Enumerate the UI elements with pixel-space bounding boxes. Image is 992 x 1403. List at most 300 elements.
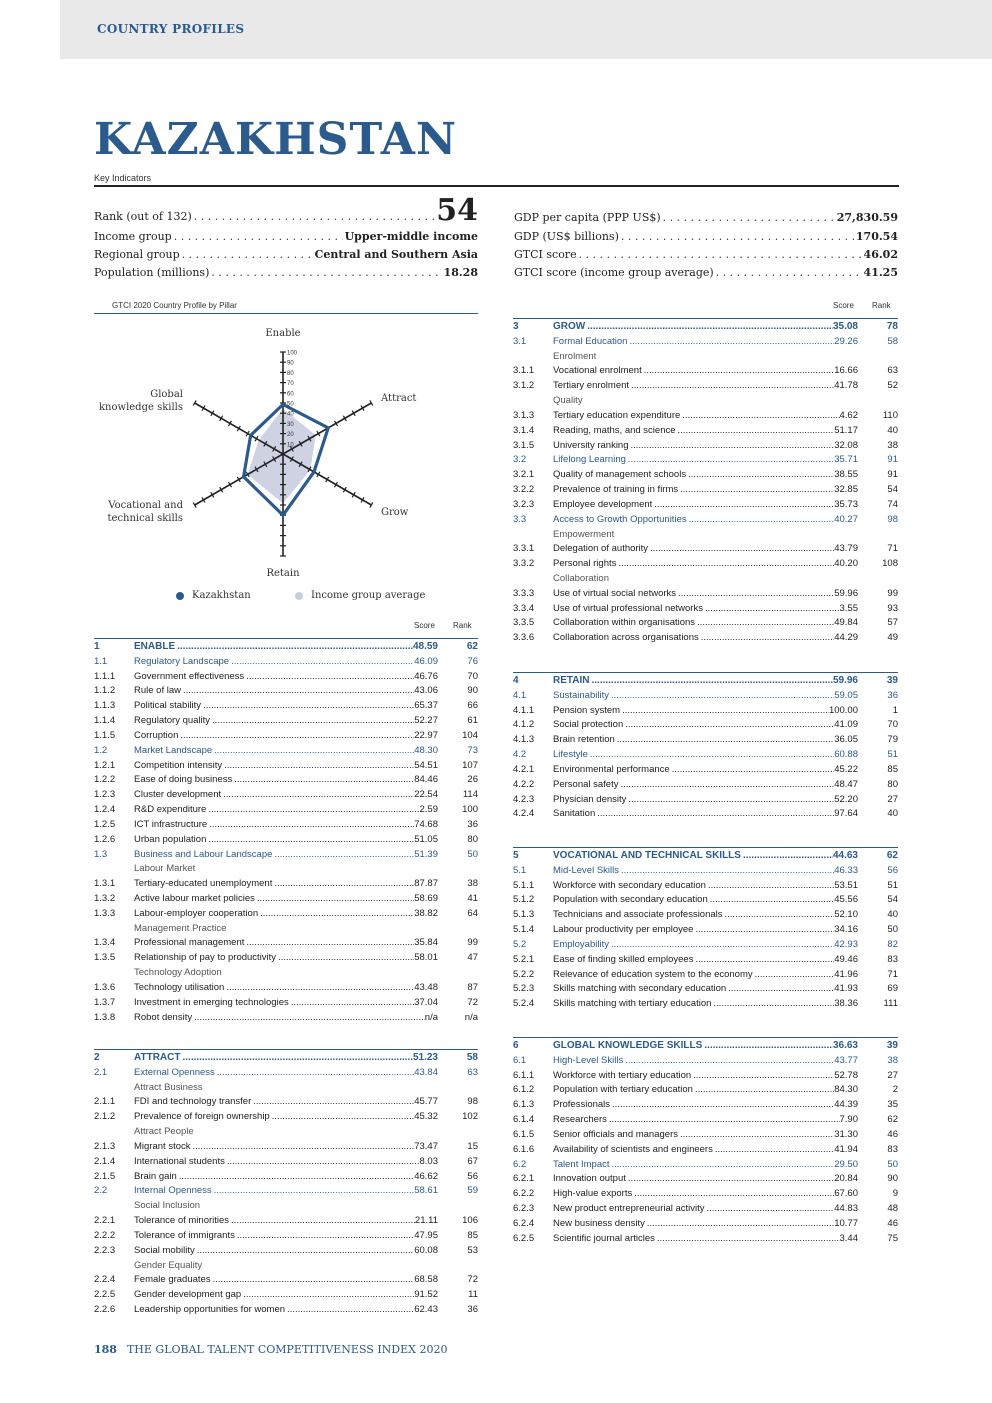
row-code: 6.1.3 — [513, 1099, 535, 1111]
row-score: 44.39 — [834, 1099, 858, 1111]
row-code: 5.1.1 — [513, 879, 535, 891]
row-name: Tolerance of immigrants — [134, 1229, 235, 1241]
legend-swatch — [295, 592, 303, 600]
row-rank: 85 — [467, 1229, 478, 1241]
leader-dots — [217, 1067, 414, 1078]
indicator-row — [513, 1112, 898, 1127]
row-rank: 87 — [467, 981, 478, 993]
row-name: Active labour market policies — [134, 892, 255, 904]
key-indicators-label: Key Indicators — [94, 173, 152, 183]
row-code: 1.2.2 — [94, 774, 116, 786]
sub-pillar-row — [513, 688, 898, 703]
row-code: 5.1.3 — [513, 909, 535, 921]
row-name: Tertiary enrolment — [553, 380, 630, 392]
row-code: 2.1.5 — [94, 1170, 116, 1182]
indicator-row — [94, 1109, 478, 1124]
ki-population: Population (millions) . . . 18.28 — [94, 266, 478, 284]
page-footer — [94, 1343, 447, 1356]
row-score: 52.20 — [834, 793, 858, 805]
row-code: 1.3.4 — [94, 937, 116, 949]
indicator-row — [94, 1228, 478, 1243]
leader-dots — [214, 745, 414, 756]
indicator-row — [513, 438, 898, 453]
row-score: 38.36 — [834, 998, 858, 1010]
leader-dots — [197, 1245, 415, 1256]
leader-dots — [634, 1188, 834, 1199]
row-rank: 80 — [467, 833, 478, 845]
row-rank: 91 — [887, 454, 898, 466]
leader-dots — [193, 1141, 415, 1152]
row-rank: 61 — [467, 715, 478, 727]
indicator-row — [513, 541, 898, 556]
indicator-row — [513, 630, 898, 645]
row-code: 1.3.6 — [94, 981, 116, 993]
row-code: 2.1 — [94, 1066, 108, 1078]
sub-pillar-row — [94, 743, 478, 758]
row-score: 49.84 — [834, 617, 858, 629]
leader-dots — [755, 969, 835, 980]
row-name: Mid-Level Skills — [553, 864, 619, 876]
row-score: 43.48 — [414, 981, 438, 993]
row-name: High-value exports — [553, 1188, 633, 1200]
leader-dots — [678, 588, 834, 599]
axis-label: knowledge skills — [98, 402, 183, 413]
row-rank: 104 — [462, 729, 478, 741]
tick-label: 40 — [287, 411, 294, 418]
leader-dots — [597, 808, 834, 819]
leader-dots — [212, 715, 414, 726]
row-rank: 50 — [467, 848, 478, 860]
leader-dots — [587, 321, 833, 332]
row-rank: 46 — [887, 1128, 898, 1140]
leader-dots — [631, 440, 835, 451]
indicator-row — [513, 878, 898, 893]
row-score: 41.94 — [834, 1143, 858, 1155]
row-name: Population with secondary education — [553, 894, 708, 906]
row-code: 6.2.2 — [513, 1188, 535, 1200]
row-rank: 47 — [467, 952, 478, 964]
row-score: 35.08 — [832, 320, 858, 332]
row-score: 29.26 — [834, 335, 858, 347]
row-name: Sustainability — [553, 689, 609, 701]
indicator-row — [94, 832, 478, 847]
row-score: 3.55 — [839, 602, 858, 614]
leader-dots — [625, 1055, 834, 1066]
indicator-row — [94, 1010, 478, 1025]
row-code: 3.2.3 — [513, 498, 535, 510]
indicator-row — [513, 792, 898, 807]
leader-dots — [650, 543, 834, 554]
row-rank: 36 — [467, 1303, 478, 1315]
row-score: 51.23 — [412, 1051, 438, 1063]
leader-dots — [689, 514, 835, 525]
leader-dots — [612, 1159, 835, 1170]
indicator-row — [513, 423, 898, 438]
row-name: ICT infrastructure — [134, 818, 208, 830]
row-score: 91.52 — [414, 1289, 438, 1301]
row-code: 6 — [513, 1039, 519, 1051]
chart-rule — [94, 313, 478, 314]
sub-pillar-row — [513, 1053, 898, 1068]
sub-pillar-row — [513, 1157, 898, 1172]
leader-dots — [704, 1040, 833, 1051]
tick-label: 20 — [287, 432, 294, 439]
row-name: Scientific journal articles — [553, 1232, 655, 1244]
row-name: Tertiary education expenditure — [553, 409, 681, 421]
row-rank: 62 — [887, 1114, 898, 1126]
row-rank: 2 — [892, 1084, 898, 1096]
row-name: Government effectiveness — [134, 670, 245, 682]
row-name: Use of virtual professional networks — [553, 602, 703, 614]
row-code: 6.2.3 — [513, 1203, 535, 1215]
indicator-row — [94, 758, 478, 773]
row-code: 4.2 — [513, 749, 527, 761]
row-rank: 38 — [467, 878, 478, 890]
row-code: 2.1.3 — [94, 1140, 116, 1152]
row-score: 42.93 — [834, 938, 858, 950]
page-header-band — [60, 0, 992, 59]
indicator-row — [513, 1171, 898, 1186]
score-header-left: Score — [414, 621, 435, 630]
row-code: 3.3.2 — [513, 558, 535, 570]
group-label-row — [513, 527, 898, 542]
indicator-row — [513, 1186, 898, 1201]
row-code: 3.1 — [513, 335, 527, 347]
axis-label: Vocational and — [108, 500, 183, 511]
score-header-right: Score — [833, 301, 854, 310]
row-rank: 71 — [887, 968, 898, 980]
leader-dots — [701, 632, 834, 643]
leader-dots — [209, 819, 414, 830]
leader-dots — [590, 749, 834, 760]
row-rank: 51 — [887, 749, 898, 761]
row-score: 40.27 — [834, 513, 858, 525]
row-code: 1.2.5 — [94, 818, 116, 830]
row-name: Urban population — [134, 833, 207, 845]
indicator-row — [513, 806, 898, 821]
row-score: 58.01 — [414, 952, 438, 964]
indicator-row — [513, 601, 898, 616]
row-code: 4.1.3 — [513, 734, 535, 746]
row-code: 5.2 — [513, 938, 527, 950]
row-name: Researchers — [553, 1114, 607, 1126]
leader-dots — [203, 700, 414, 711]
row-code: 1 — [94, 640, 100, 652]
row-score: 3.44 — [839, 1232, 858, 1244]
row-code: 4.2.1 — [513, 763, 535, 775]
row-name: University ranking — [553, 439, 629, 451]
row-rank: 71 — [887, 543, 898, 555]
row-name: Regulatory quality — [134, 715, 211, 727]
group-label-row — [94, 1080, 478, 1095]
row-code: 3 — [513, 320, 519, 332]
ki-gdp: GDP (US$ billions) . . . 170.54 — [514, 230, 898, 248]
ki-gtci-income-avg: GTCI score (income group average) . . . 41.25 — [514, 266, 898, 284]
row-score: 51.17 — [834, 424, 858, 436]
row-code: 3.1.1 — [513, 365, 535, 377]
indicator-row — [513, 482, 898, 497]
tick-label: 80 — [287, 370, 294, 377]
leader-dots — [611, 690, 834, 701]
row-score: 36.63 — [832, 1039, 858, 1051]
pillar-row — [513, 319, 898, 334]
leader-dots — [625, 719, 834, 730]
row-name: Regulatory Landscape — [134, 655, 230, 667]
row-rank: 56 — [887, 864, 898, 876]
row-name: Labour-employer cooperation — [134, 907, 259, 919]
row-score: 48.59 — [412, 640, 438, 652]
sub-pillar-row — [94, 1065, 478, 1080]
leader-dots — [708, 880, 834, 891]
leader-dots — [743, 850, 833, 861]
row-score: 59.96 — [832, 674, 858, 686]
leader-dots — [226, 982, 414, 993]
row-rank: 40 — [887, 909, 898, 921]
rank-header-right: Rank — [872, 301, 891, 310]
ki-income-group: Income group . . . Upper-middle income — [94, 230, 478, 248]
sub-pillar-row — [94, 1183, 478, 1198]
leader-dots — [224, 760, 414, 771]
row-rank: 80 — [887, 778, 898, 790]
leader-dots — [631, 380, 834, 391]
leader-dots — [697, 617, 834, 628]
indicator-row — [513, 907, 898, 922]
indicator-row — [94, 906, 478, 921]
indicator-row — [94, 1213, 478, 1228]
row-score: 100.00 — [828, 704, 858, 716]
row-score: 43.84 — [414, 1066, 438, 1078]
row-code: 6.2.4 — [513, 1217, 535, 1229]
row-rank: 66 — [467, 700, 478, 712]
leader-dots — [628, 1173, 834, 1184]
row-score: 45.22 — [834, 763, 858, 775]
row-code: 1.1 — [94, 655, 108, 667]
row-name: Investment in emerging technologies — [134, 996, 289, 1008]
leader-dots — [179, 1171, 414, 1182]
indicator-row — [513, 1231, 898, 1246]
row-score: 74.68 — [414, 818, 438, 830]
indicator-row — [513, 378, 898, 393]
row-name: Personal safety — [553, 778, 619, 790]
row-score: 22.97 — [414, 729, 438, 741]
pillar-section-attract — [94, 1049, 478, 1317]
row-rank: 54 — [887, 484, 898, 496]
row-code: 1.2 — [94, 744, 108, 756]
indicator-row — [513, 616, 898, 631]
row-code: 2.1.4 — [94, 1155, 116, 1167]
row-score: 51.05 — [414, 833, 438, 845]
leader-dots — [725, 909, 835, 920]
sub-pillar-row — [513, 334, 898, 349]
row-rank: 90 — [467, 685, 478, 697]
leader-dots — [617, 734, 834, 745]
indicator-row — [94, 728, 478, 743]
row-code: 1.3.8 — [94, 1011, 116, 1023]
row-code: 4.2.3 — [513, 793, 535, 805]
row-rank: 79 — [887, 734, 898, 746]
sub-pillar-row — [513, 937, 898, 952]
row-rank: 56 — [467, 1170, 478, 1182]
row-score: 53.51 — [834, 879, 858, 891]
row-name: Collaboration — [553, 572, 609, 584]
indicator-row — [513, 981, 898, 996]
row-rank: 76 — [467, 655, 478, 667]
row-code: 3.2 — [513, 454, 527, 466]
row-code: 1.1.5 — [94, 729, 116, 741]
row-code: 5.2.1 — [513, 953, 535, 965]
row-score: 44.83 — [834, 1203, 858, 1215]
row-rank: 91 — [887, 469, 898, 481]
row-score: 35.71 — [834, 454, 858, 466]
row-name: Physician density — [553, 793, 627, 805]
row-score: 84.46 — [414, 774, 438, 786]
indicator-row — [94, 1139, 478, 1154]
row-name: Professional management — [134, 937, 245, 949]
row-name: VOCATIONAL AND TECHNICAL SKILLS — [553, 849, 741, 861]
row-rank: 36 — [887, 689, 898, 701]
row-code: 4.1.1 — [513, 704, 535, 716]
legend-income-group: Income group average — [295, 590, 425, 601]
leader-dots — [628, 794, 834, 805]
indicator-row — [513, 762, 898, 777]
tick-label: 100 — [287, 350, 298, 357]
row-score: 41.96 — [834, 968, 858, 980]
pillar-section-grow — [513, 318, 898, 645]
row-code: 3.1.5 — [513, 439, 535, 451]
leader-dots — [180, 730, 414, 741]
leader-dots — [194, 1012, 425, 1023]
axis-label: Enable — [265, 328, 301, 339]
row-code: 5.2.4 — [513, 998, 535, 1010]
row-code: 1.3 — [94, 848, 108, 860]
row-score: 49.46 — [834, 953, 858, 965]
row-code: 2.2.6 — [94, 1303, 116, 1315]
row-name: Tolerance of minorities — [134, 1215, 230, 1227]
leader-dots — [227, 1156, 420, 1167]
leader-dots — [657, 1233, 840, 1244]
row-name: Technicians and associate professionals — [553, 909, 723, 921]
row-score: 41.09 — [834, 719, 858, 731]
indicator-row — [94, 1154, 478, 1169]
row-score: 36.05 — [834, 734, 858, 746]
sub-pillar-row — [513, 512, 898, 527]
row-score: 87.87 — [414, 878, 438, 890]
tick-label: 30 — [287, 421, 294, 428]
section-label: COUNTRY PROFILES — [97, 22, 245, 36]
row-rank: 50 — [887, 924, 898, 936]
row-name: Formal Education — [553, 335, 628, 347]
row-rank: 50 — [887, 1158, 898, 1170]
leader-dots — [644, 365, 834, 376]
row-name: Collaboration across organisations — [553, 632, 699, 644]
publication-title: THE GLOBAL TALENT COMPETITIVENESS INDEX 2020 — [126, 1343, 448, 1356]
leader-dots — [246, 671, 414, 682]
row-name: Workforce with tertiary education — [553, 1069, 692, 1081]
row-name: Access to Growth Opportunities — [553, 513, 687, 525]
row-rank: 70 — [467, 670, 478, 682]
rank-header-left: Rank — [453, 621, 472, 630]
row-rank: 39 — [886, 674, 898, 686]
leader-dots — [182, 1052, 412, 1063]
row-name: Enrolment — [553, 350, 597, 362]
row-name: External Openness — [134, 1066, 215, 1078]
row-rank: 51 — [887, 879, 898, 891]
row-name: Ease of doing business — [134, 774, 233, 786]
row-score: 84.30 — [834, 1084, 858, 1096]
row-score: 45.56 — [834, 894, 858, 906]
row-name: Use of virtual social networks — [553, 587, 677, 599]
row-score: 35.84 — [414, 937, 438, 949]
leader-dots — [591, 675, 832, 686]
row-name: Management Practice — [134, 922, 227, 934]
row-name: Attract Business — [134, 1081, 203, 1093]
row-score: 38.82 — [414, 907, 438, 919]
row-name: Vocational enrolment — [553, 365, 642, 377]
axis-label: technical skills — [107, 513, 183, 524]
pillar-section-retain — [513, 672, 898, 821]
row-name: Gender Equality — [134, 1259, 203, 1271]
row-rank: 93 — [887, 602, 898, 614]
leader-dots — [177, 641, 413, 652]
row-code: 1.1.3 — [94, 700, 116, 712]
pillar-section-vocational — [513, 847, 898, 1011]
row-rank: 54 — [887, 894, 898, 906]
indicator-row — [513, 1216, 898, 1231]
row-score: 10.77 — [834, 1217, 858, 1229]
row-code: 6.2.5 — [513, 1232, 535, 1244]
row-code: 6.1.2 — [513, 1084, 535, 1096]
leader-dots — [695, 954, 834, 965]
row-rank: 110 — [882, 409, 898, 421]
leader-dots — [231, 1215, 415, 1226]
leader-dots — [713, 998, 834, 1009]
row-code: 1.1.4 — [94, 715, 116, 727]
row-name: Collaboration within organisations — [553, 617, 696, 629]
indicator-row — [94, 891, 478, 906]
row-name: Employability — [553, 938, 609, 950]
group-label-row — [94, 861, 478, 876]
row-name: GLOBAL KNOWLEDGE SKILLS — [553, 1039, 703, 1051]
indicator-row — [513, 586, 898, 601]
group-label-row — [513, 349, 898, 364]
row-name: Empowerment — [553, 528, 615, 540]
leader-dots — [693, 1070, 834, 1081]
row-score: 67.60 — [834, 1188, 858, 1200]
row-rank: 9 — [892, 1188, 898, 1200]
indicator-row — [513, 732, 898, 747]
pillar-row — [513, 673, 898, 688]
leader-dots — [272, 1111, 415, 1122]
row-code: 3.2.2 — [513, 484, 535, 496]
row-name: Population with tertiary education — [553, 1084, 693, 1096]
row-code: 4.2.4 — [513, 808, 535, 820]
row-name: ATTRACT — [134, 1051, 181, 1063]
row-score: 45.77 — [414, 1096, 438, 1108]
row-name: Gender development gap — [134, 1289, 242, 1301]
row-score: 37.04 — [414, 996, 438, 1008]
row-score: 31.30 — [834, 1128, 858, 1140]
row-rank: 48 — [887, 1203, 898, 1215]
leader-dots — [707, 1203, 835, 1214]
row-name: Quality — [553, 395, 583, 407]
row-rank: 27 — [887, 1069, 898, 1081]
row-score: 48.47 — [834, 778, 858, 790]
row-rank: 72 — [467, 1274, 478, 1286]
row-rank: 59 — [467, 1185, 478, 1197]
row-rank: 62 — [466, 640, 478, 652]
pillar-row — [94, 1050, 478, 1065]
row-name: Senior officials and managers — [553, 1128, 678, 1140]
